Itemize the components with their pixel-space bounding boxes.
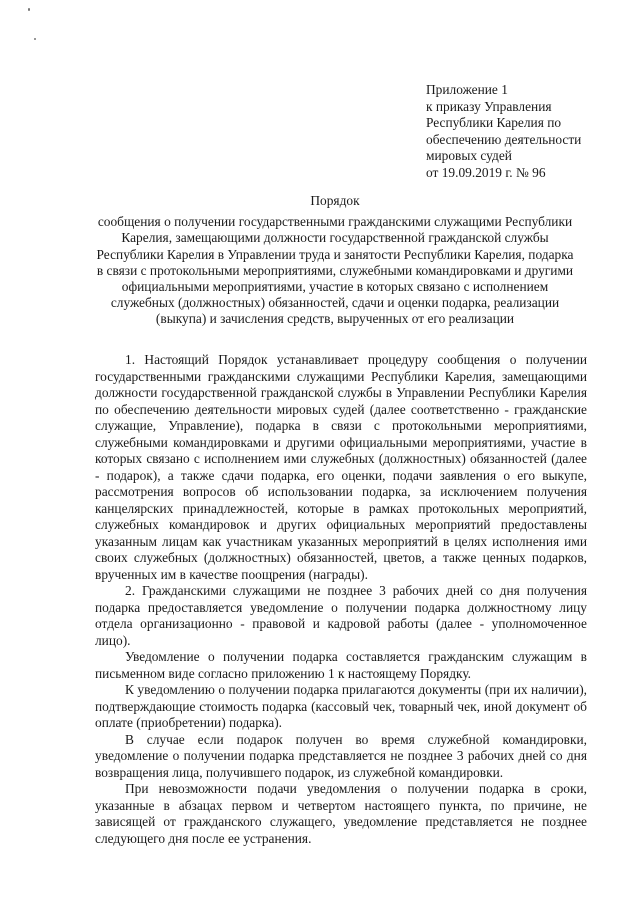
paragraph: Уведомление о получении подарка составляется гражданским служащим в письменном виде согласно приложению 1 к настоящему Порядку. <box>95 649 587 681</box>
appendix-line: от 19.09.2019 г. № 96 <box>426 164 546 180</box>
scan-speck <box>34 38 36 40</box>
appendix-line: к приказу Управления <box>426 98 552 114</box>
appendix-block <box>426 82 626 182</box>
document-title: Порядок <box>310 193 360 208</box>
scan-speck <box>28 8 30 11</box>
heading-line: (выкупа) и зачисления средств, вырученных от его реализации <box>155 311 515 327</box>
document-body <box>95 352 587 847</box>
heading-line: в связи с протокольными мероприятиями, служебными командировками и другими <box>96 262 574 278</box>
heading-line: официальными мероприятиями, участие в которых связано с исполнением <box>121 279 549 295</box>
heading-line: Карелия, замещающими должности государственной гражданской службы <box>121 230 549 246</box>
heading-line: сообщения о получении государственными гражданскими служащими Республики <box>97 214 573 230</box>
heading-line: служебных (должностных) обязанностей, сдачи и оценки подарка, реализации <box>110 295 560 311</box>
paragraph: К уведомлению о получении подарка прилагаются документы (при их наличии), подтверждающие стоимость подарка (кассовый чек, товарный чек, иной документ об оплате (приобретении) подарка). <box>95 682 587 730</box>
document-heading <box>95 193 575 328</box>
appendix-line: Приложение 1 <box>426 82 508 97</box>
paragraph: В случае если подарок получен во время служебной командировки, уведомление о получении подарка представляется не позднее 3 рабочих дней со дня возвращения лица, получившего подарок, из служебной командировки. <box>95 731 587 780</box>
heading-line: Республики Карелия в Управлении труда и занятости Республики Карелия, подарка <box>96 246 574 262</box>
paragraph: При невозможности подачи уведомления о получении подарка в сроки, указанные в абзацах первом и четвертом настоящего пункта, по причине, не зависящей от гражданского служащего, уведомление представляется не позднее следующего дня после ее устранения. <box>95 781 587 846</box>
appendix-line: обеспечению деятельности <box>426 131 582 147</box>
appendix-line: мировых судей <box>426 148 512 164</box>
paragraph: 2. Гражданскими служащими не позднее 3 рабочих дней со дня получения подарка предоставляется уведомление о получении подарка должностному лицу отдела организационно - правовой и кадровой работы (далее - уполномоченное лицо). <box>95 583 587 648</box>
appendix-line: Республики Карелия по <box>426 115 562 131</box>
paragraph: 1. Настоящий Порядок устанавливает процедуру сообщения о получении государственными гражданскими служащими Республики Карелия, замещающими должности государственной гражданской службы в Управлении Республики Карелия по обеспечению деятельности мировых судей (далее соответственно - гражданские служащие, Управление), подарка в связи с протокольными мероприятиями, служебными командировками и другими официальными мероприятиями, участие в которых связано с исполнением ими служебных (должностных) обязанностей (далее - подарок), а также сдачи подарка, его оценки, подачи заявления о его выкупе, рассмотрения вопросов об использовании подарка, за исключением получения канцелярских принадлежностей, которые в рамках протокольных мероприятий, служебных командировок и других официальных мероприятий предоставлены указанным лицам как участникам указанных мероприятий в целях исполнения ими своих служебных (должностных) обязанностей, цветов, а также ценных подарков, врученных им в качестве поощрения (награды). <box>95 352 587 582</box>
